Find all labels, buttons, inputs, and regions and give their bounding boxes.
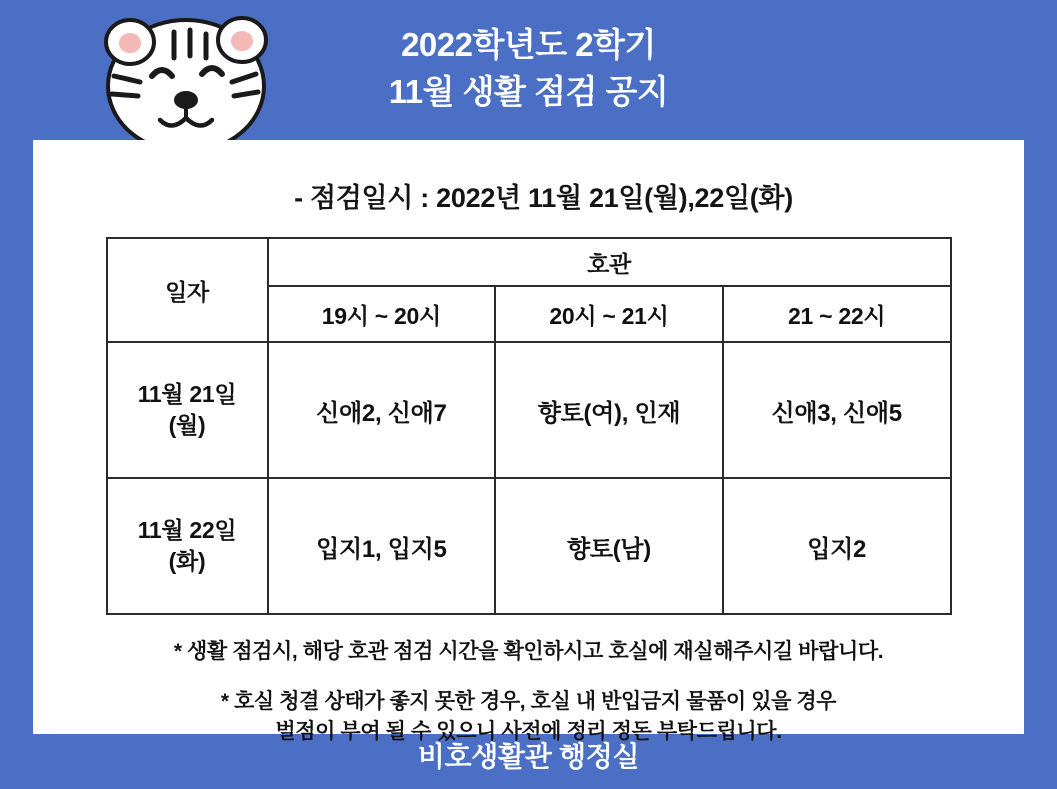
- header-time-slot-1: 19시 ~ 20시: [268, 286, 496, 342]
- footer-office-name: 비호생활관 행정실: [417, 741, 640, 772]
- row-2-date: 11월 22일 (화): [107, 478, 268, 614]
- row-2-slot-1: 입지1, 입지5: [268, 478, 496, 614]
- note-penalty: * 호실 청결 상태가 좋지 못한 경우, 호실 내 반입금지 물품이 있을 경우 벌점이 부여 될 수 있으니 사전에 정리 정돈 부탁드립니다.: [220, 690, 837, 743]
- row-1-slot-2: 향토(여), 인재: [495, 342, 723, 478]
- header-date: 일자: [107, 238, 268, 342]
- row-2-slot-3: 입지2: [723, 478, 951, 614]
- row-1-slot-1: 신애2, 신애7: [268, 342, 496, 478]
- notice-card: [33, 140, 1024, 743]
- header-building-group: 호관: [268, 238, 951, 286]
- notes-section: [33, 635, 1024, 747]
- inspection-datetime: - 점검일시 : 2022년 11월 21일(월),22일(화): [294, 183, 793, 213]
- note-attendance: * 생활 점검시, 해당 호관 점검 시간을 확인하시고 호실에 재실해주시길 바랍니다.: [173, 640, 884, 663]
- table-row: [107, 342, 951, 478]
- page-title: 2022학년도 2학기 11월 생활 점검 공지: [388, 26, 669, 110]
- table-header-row-1: [107, 238, 951, 286]
- row-1-slot-3: 신애3, 신애5: [723, 342, 951, 478]
- inspection-schedule-table: [106, 237, 952, 615]
- header-time-slot-3: 21 ~ 22시: [723, 286, 951, 342]
- table-row: [107, 478, 951, 614]
- row-1-date: 11월 21일 (월): [107, 342, 268, 478]
- row-2-slot-2: 향토(남): [495, 478, 723, 614]
- header-time-slot-2: 20시 ~ 21시: [495, 286, 723, 342]
